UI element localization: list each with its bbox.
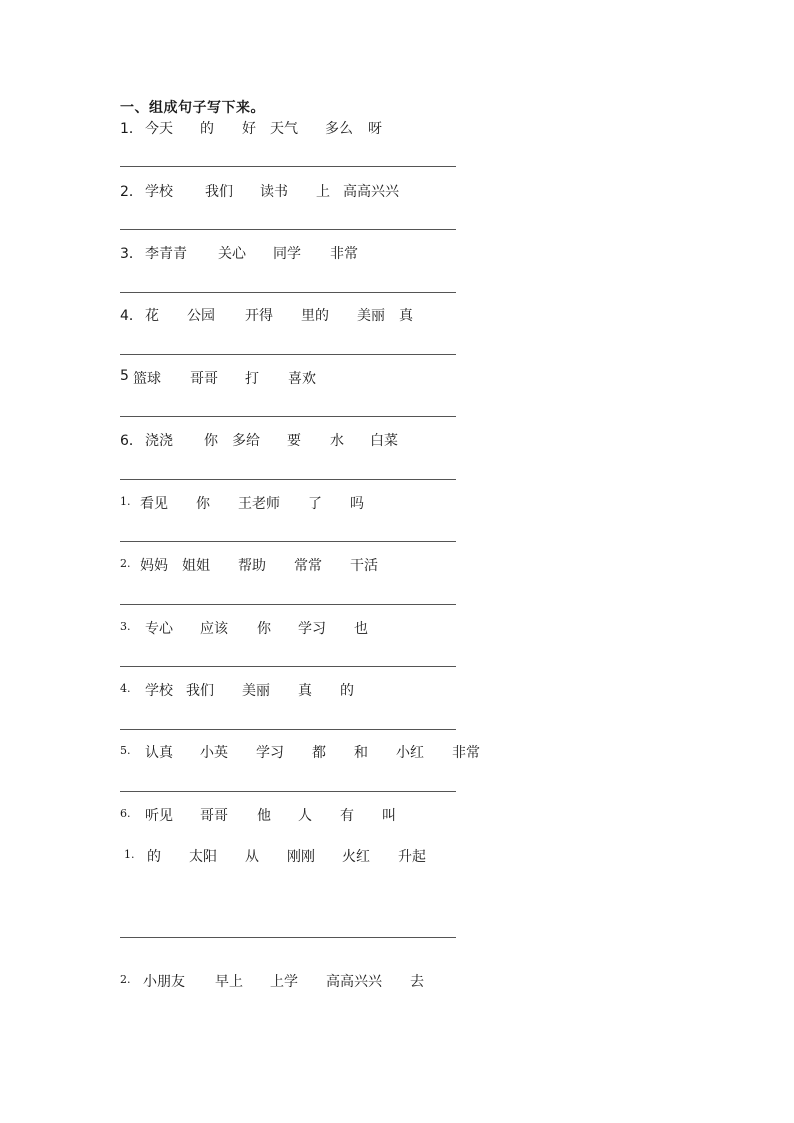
word-chip: 高高兴兴 [326,974,382,990]
word-chip: 早上 [215,974,243,990]
word-chip: 你 [204,433,218,449]
word-chip: 白菜 [370,433,398,449]
word-chip: 升起 [398,849,426,865]
exercise-item [0,846,794,866]
answer-line[interactable] [120,416,456,417]
exercise-item [0,555,794,575]
word-chip: 也 [354,621,368,637]
answer-line[interactable] [120,541,456,542]
exercise-item [0,368,794,388]
word-chip: 天气 [270,121,298,137]
word-chip: 刚刚 [287,849,315,865]
exercise-item [0,305,794,325]
answer-line[interactable] [120,292,456,293]
word-chip: 公园 [187,308,215,324]
word-chip: 李青青 [145,246,187,262]
exercise-item [0,243,794,263]
word-chip: 你 [257,621,271,637]
word-chip: 打 [245,371,259,387]
item-number: 4． [120,308,143,324]
answer-line[interactable] [120,791,456,792]
word-chip: 多么 [325,121,353,137]
word-chip: 开得 [245,308,273,324]
exercise-item [0,430,794,450]
word-chip: 学校 [145,184,173,200]
word-chip: 听见 [145,808,173,824]
item-number: 5 [120,368,129,384]
word-chip: 我们 [186,683,214,699]
answer-line[interactable] [120,729,456,730]
word-chip: 呀 [368,121,382,137]
word-chip: 有 [340,808,354,824]
item-number: 3. [120,620,131,633]
word-chip: 应该 [200,621,228,637]
word-chip: 和 [354,745,368,761]
word-chip: 我们 [205,184,233,200]
word-chip: 上 [316,184,330,200]
item-number: 1. [120,495,131,508]
word-chip: 人 [298,808,312,824]
word-chip: 喜欢 [288,371,316,387]
word-chip: 非常 [330,246,358,262]
word-chip: 关心 [218,246,246,262]
word-chip: 帮助 [238,558,266,574]
word-chip: 你 [196,496,210,512]
answer-line[interactable] [120,166,456,167]
answer-line[interactable] [120,354,456,355]
word-chip: 去 [410,974,424,990]
word-chip: 同学 [273,246,301,262]
word-chip: 专心 [145,621,173,637]
word-chip: 从 [245,849,259,865]
item-number: 4. [120,682,131,695]
word-chip: 都 [312,745,326,761]
answer-line[interactable] [120,229,456,230]
item-number: 6． [120,433,143,449]
word-chip: 好 [242,121,256,137]
word-chip: 美丽 [242,683,270,699]
exercise-item [0,680,794,700]
word-chip: 要 [287,433,301,449]
item-number: 6. [120,807,131,820]
word-chip: 姐姐 [182,558,210,574]
exercise-item [0,493,794,513]
word-chip: 吗 [350,496,364,512]
item-number: 2. [120,557,131,570]
item-number: 3． [120,246,143,262]
word-chip: 太阳 [189,849,217,865]
word-chip: 多给 [232,433,260,449]
item-number: 2. [120,973,131,986]
word-chip: 今天 [145,121,173,137]
word-chip: 非常 [452,745,480,761]
word-chip: 小红 [396,745,424,761]
word-chip: 妈妈 [140,558,168,574]
word-chip: 认真 [145,745,173,761]
word-chip: 花 [145,308,159,324]
answer-line[interactable] [120,479,456,480]
word-chip: 篮球 [133,371,161,387]
word-chip: 读书 [260,184,288,200]
word-chip: 学习 [256,745,284,761]
section-heading: 一、组成句子写下来。 [120,100,265,116]
word-chip: 浇浇 [145,433,173,449]
word-chip: 小朋友 [143,974,185,990]
exercise-item [0,181,794,201]
answer-line[interactable] [120,604,456,605]
word-chip: 哥哥 [200,808,228,824]
word-chip: 学校 [145,683,173,699]
word-chip: 了 [308,496,322,512]
item-number: 1. [124,848,135,861]
word-chip: 火红 [342,849,370,865]
word-chip: 的 [147,849,161,865]
word-chip: 看见 [140,496,168,512]
word-chip: 常常 [294,558,322,574]
word-chip: 真 [298,683,312,699]
word-chip: 美丽 [357,308,385,324]
exercise-item [0,971,794,991]
item-number: 2． [120,184,143,200]
word-chip: 真 [399,308,413,324]
word-chip: 的 [200,121,214,137]
answer-line[interactable] [120,937,456,938]
item-number: 1． [120,121,143,137]
word-chip: 高高兴兴 [343,184,399,200]
word-chip: 学习 [298,621,326,637]
word-chip: 他 [257,808,271,824]
word-chip: 的 [340,683,354,699]
item-number: 5. [120,744,131,757]
exercise-item [0,805,794,825]
word-chip: 上学 [270,974,298,990]
exercise-item [0,742,794,762]
word-chip: 叫 [382,808,396,824]
word-chip: 王老师 [238,496,280,512]
word-chip: 小英 [200,745,228,761]
word-chip: 哥哥 [190,371,218,387]
exercise-item [0,618,794,638]
answer-line[interactable] [120,666,456,667]
word-chip: 水 [330,433,344,449]
word-chip: 干活 [350,558,378,574]
exercise-item [0,118,794,138]
word-chip: 里的 [301,308,329,324]
